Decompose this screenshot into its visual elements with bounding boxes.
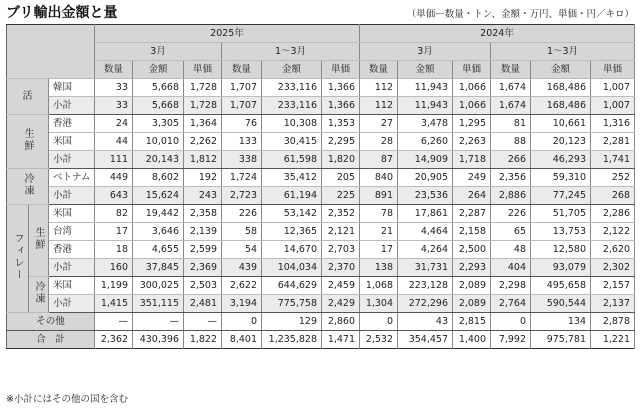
row-label: 香港 (49, 115, 95, 133)
table-cell: 1,471 (322, 331, 360, 349)
table-cell: 61,598 (262, 151, 322, 169)
row-label: 香港 (49, 241, 95, 259)
table-cell: 11,943 (398, 79, 453, 97)
row-label: 米国 (49, 205, 95, 223)
page-title: ブリ輸出金額と量 (6, 5, 118, 21)
table-cell: 10,308 (262, 115, 322, 133)
group-label-fillet-reito: 冷凍 (29, 277, 49, 313)
table-cell: 1,812 (184, 151, 222, 169)
table-cell: 226 (491, 205, 531, 223)
table-cell: 14,909 (398, 151, 453, 169)
table-cell: 2,622 (222, 277, 262, 295)
table-cell: 300,025 (133, 277, 184, 295)
group-label-katsu: 活 (7, 79, 49, 115)
table-cell: 1,235,828 (262, 331, 322, 349)
row-label: 米国 (49, 277, 95, 295)
table-cell: 430,396 (133, 331, 184, 349)
header-period: 3月 (360, 43, 491, 61)
header-corner (7, 25, 95, 79)
table-row (7, 97, 635, 115)
table-cell: 1,007 (591, 79, 635, 97)
table-cell: 27 (360, 115, 398, 133)
table-cell: 82 (95, 205, 133, 223)
table-cell: 7,992 (491, 331, 531, 349)
table-cell: 2,293 (453, 259, 491, 277)
table-cell: 2,352 (322, 205, 360, 223)
table-cell: 48 (491, 241, 531, 259)
table-cell: 1,353 (322, 115, 360, 133)
table-cell: 226 (222, 205, 262, 223)
table-cell: 10,010 (133, 133, 184, 151)
table-cell: 223,128 (398, 277, 453, 295)
row-label: 韓国 (49, 79, 95, 97)
table-cell: 2,121 (322, 223, 360, 241)
table-cell: 2,287 (453, 205, 491, 223)
group-label-fillet: フィレー (7, 205, 29, 313)
table-cell: 1,066 (453, 79, 491, 97)
row-label: 小計 (49, 259, 95, 277)
table-cell: 775,758 (262, 295, 322, 313)
table-cell: 252 (591, 169, 635, 187)
table-row (7, 295, 635, 313)
table-cell: 35,412 (262, 169, 322, 187)
export-table (6, 24, 635, 349)
table-cell: 439 (222, 259, 262, 277)
table-cell: 2,281 (591, 133, 635, 151)
footnote: ※小計にはその他の国を含む (6, 394, 128, 405)
table-cell: 233,116 (262, 79, 322, 97)
table-cell: 5,668 (133, 97, 184, 115)
table-cell: 1,718 (453, 151, 491, 169)
table-cell: 0 (222, 313, 262, 331)
table-cell: 3,478 (398, 115, 453, 133)
table-cell: 65 (491, 223, 531, 241)
table-row (7, 223, 635, 241)
table-cell: 2,122 (591, 223, 635, 241)
table-cell: 4,264 (398, 241, 453, 259)
table-cell: 44 (95, 133, 133, 151)
table-cell: 1,007 (591, 97, 635, 115)
table-cell: 160 (95, 259, 133, 277)
header-period: 1～3月 (491, 43, 635, 61)
table-cell: 891 (360, 187, 398, 205)
table-cell: 268 (591, 187, 635, 205)
table-cell: 20,143 (133, 151, 184, 169)
table-cell: 19,442 (133, 205, 184, 223)
row-label: 小計 (49, 151, 95, 169)
header-col: 単価 (591, 61, 635, 79)
table-row (7, 259, 635, 277)
table-cell: 2,878 (591, 313, 635, 331)
table-cell: 104,034 (262, 259, 322, 277)
table-cell: 4,464 (398, 223, 453, 241)
row-label: 小計 (49, 187, 95, 205)
table-cell: 1,415 (95, 295, 133, 313)
table-cell: 1,400 (453, 331, 491, 349)
table-cell: 2,356 (491, 169, 531, 187)
table-row (7, 241, 635, 259)
table-cell: 2,500 (453, 241, 491, 259)
table-cell: 2,286 (591, 205, 635, 223)
table-row (7, 169, 635, 187)
header-year: 2025年 (95, 25, 360, 43)
table-cell: 2,886 (491, 187, 531, 205)
row-label: 小計 (49, 97, 95, 115)
table-cell: 8,401 (222, 331, 262, 349)
header-col: 単価 (184, 61, 222, 79)
row-label-total: 合 計 (7, 331, 95, 349)
table-cell: 54 (222, 241, 262, 259)
header-period: 3月 (95, 43, 222, 61)
table-cell: 87 (360, 151, 398, 169)
table-cell: 351,115 (133, 295, 184, 313)
table-cell: 37,845 (133, 259, 184, 277)
table-cell: 2,157 (591, 277, 635, 295)
table-cell: 20,905 (398, 169, 453, 187)
table-cell: 17,861 (398, 205, 453, 223)
table-row (7, 79, 635, 97)
table-cell: 12,365 (262, 223, 322, 241)
table-cell: 249 (453, 169, 491, 187)
table-cell: 15,624 (133, 187, 184, 205)
table-cell: — (95, 313, 133, 331)
table-cell: 643 (95, 187, 133, 205)
table-cell: 59,310 (531, 169, 591, 187)
table-cell: 2,599 (184, 241, 222, 259)
table-cell: 1,366 (322, 97, 360, 115)
table-cell: 840 (360, 169, 398, 187)
table-cell: — (133, 313, 184, 331)
table-cell: 33 (95, 79, 133, 97)
table-cell: 1,366 (322, 79, 360, 97)
table-cell: 129 (262, 313, 322, 331)
table-cell: 33 (95, 97, 133, 115)
table-cell: 404 (491, 259, 531, 277)
table-cell: 53,142 (262, 205, 322, 223)
table-cell: 138 (360, 259, 398, 277)
header-period: 1～3月 (222, 43, 360, 61)
table-cell: 272,296 (398, 295, 453, 313)
table-cell: 18 (95, 241, 133, 259)
table-cell: — (184, 313, 222, 331)
table-cell: 2,815 (453, 313, 491, 331)
group-label-reito: 冷凍 (7, 169, 49, 205)
table-cell: 354,457 (398, 331, 453, 349)
header-col: 数量 (360, 61, 398, 79)
table-cell: 975,781 (531, 331, 591, 349)
table-cell: 2,370 (322, 259, 360, 277)
table-cell: 0 (360, 313, 398, 331)
row-label: 小計 (49, 295, 95, 313)
table-cell: 3,305 (133, 115, 184, 133)
row-label: 台湾 (49, 223, 95, 241)
table-cell: 76 (222, 115, 262, 133)
table-cell: 21 (360, 223, 398, 241)
table-cell: 2,369 (184, 259, 222, 277)
table-cell: 2,503 (184, 277, 222, 295)
table-cell: 1,199 (95, 277, 133, 295)
table-cell: 1,707 (222, 97, 262, 115)
table-cell: 17 (360, 241, 398, 259)
table-cell: 1,674 (491, 79, 531, 97)
table-cell: 2,764 (491, 295, 531, 313)
table-cell: 0 (491, 313, 531, 331)
table-cell: 46,293 (531, 151, 591, 169)
table-cell: 12,580 (531, 241, 591, 259)
table-cell: 13,753 (531, 223, 591, 241)
table-cell: 14,670 (262, 241, 322, 259)
table-cell: 1,724 (222, 169, 262, 187)
header-year: 2024年 (360, 25, 635, 43)
table-cell: 2,089 (453, 295, 491, 313)
table-row-other (7, 313, 635, 331)
table-cell: 590,544 (531, 295, 591, 313)
table-cell: 233,116 (262, 97, 322, 115)
header-col: 金額 (133, 61, 184, 79)
table-cell: 243 (184, 187, 222, 205)
table-cell: 1,741 (591, 151, 635, 169)
table-cell: 264 (453, 187, 491, 205)
table-cell: 192 (184, 169, 222, 187)
table-cell: 2,302 (591, 259, 635, 277)
table-cell: 24 (95, 115, 133, 133)
table-cell: 4,655 (133, 241, 184, 259)
table-cell: 17 (95, 223, 133, 241)
table-cell: 1,364 (184, 115, 222, 133)
table-cell: 1,221 (591, 331, 635, 349)
table-cell: 225 (322, 187, 360, 205)
table-cell: 78 (360, 205, 398, 223)
table-cell: 2,263 (453, 133, 491, 151)
table-cell: 2,295 (322, 133, 360, 151)
table-cell: 93,079 (531, 259, 591, 277)
header-col: 数量 (95, 61, 133, 79)
table-cell: 3,194 (222, 295, 262, 313)
table-row (7, 133, 635, 151)
table-cell: 2,362 (95, 331, 133, 349)
table-cell: 266 (491, 151, 531, 169)
table-cell: 112 (360, 97, 398, 115)
table-cell: 43 (398, 313, 453, 331)
table-cell: 61,194 (262, 187, 322, 205)
header-col: 単価 (322, 61, 360, 79)
table-cell: 2,137 (591, 295, 635, 313)
table-cell: 5,668 (133, 79, 184, 97)
table-cell: 88 (491, 133, 531, 151)
table-cell: 58 (222, 223, 262, 241)
table-cell: 2,262 (184, 133, 222, 151)
table-cell: 1,674 (491, 97, 531, 115)
table-cell: 205 (322, 169, 360, 187)
header-col: 数量 (491, 61, 531, 79)
table-cell: 2,139 (184, 223, 222, 241)
header-row-years (7, 25, 635, 43)
header-col: 金額 (262, 61, 322, 79)
table-cell: 168,486 (531, 79, 591, 97)
table-cell: 644,629 (262, 277, 322, 295)
table-cell: 1,304 (360, 295, 398, 313)
row-label: ベトナム (49, 169, 95, 187)
table-cell: 1,820 (322, 151, 360, 169)
table-cell: 2,620 (591, 241, 635, 259)
table-cell: 2,860 (322, 313, 360, 331)
table-cell: 2,089 (453, 277, 491, 295)
table-cell: 1,728 (184, 79, 222, 97)
table-row (7, 187, 635, 205)
table-cell: 2,298 (491, 277, 531, 295)
table-cell: 1,316 (591, 115, 635, 133)
table-cell: 1,707 (222, 79, 262, 97)
table-cell: 2,158 (453, 223, 491, 241)
header-col: 数量 (222, 61, 262, 79)
table-row (7, 115, 635, 133)
table-cell: 30,415 (262, 133, 322, 151)
table-cell: 51,705 (531, 205, 591, 223)
table-cell: 112 (360, 79, 398, 97)
table-cell: 1,822 (184, 331, 222, 349)
table-cell: 10,661 (531, 115, 591, 133)
group-label-fillet-nama: 生鮮 (29, 205, 49, 277)
table-cell: 31,731 (398, 259, 453, 277)
table-cell: 134 (531, 313, 591, 331)
table-cell: 2,459 (322, 277, 360, 295)
table-cell: 1,295 (453, 115, 491, 133)
header-row-cols (7, 61, 635, 79)
header-col: 金額 (531, 61, 591, 79)
table-cell: 2,703 (322, 241, 360, 259)
table-cell: 111 (95, 151, 133, 169)
table-cell: 11,943 (398, 97, 453, 115)
table-cell: 133 (222, 133, 262, 151)
unit-note: （単価ー数量・トン、金額・万円、単価・円／キロ） (406, 9, 634, 20)
table-cell: 23,536 (398, 187, 453, 205)
table-row (7, 151, 635, 169)
table-cell: 6,260 (398, 133, 453, 151)
table-cell: 77,245 (531, 187, 591, 205)
row-label-other: その他 (7, 313, 95, 331)
row-label: 米国 (49, 133, 95, 151)
table-cell: 8,602 (133, 169, 184, 187)
table-cell: 449 (95, 169, 133, 187)
table-row (7, 277, 635, 295)
table-row-total (7, 331, 635, 349)
group-label-nama: 生鮮 (7, 115, 49, 169)
table-cell: 338 (222, 151, 262, 169)
table-cell: 20,123 (531, 133, 591, 151)
table-cell: 495,658 (531, 277, 591, 295)
table-cell: 1,066 (453, 97, 491, 115)
table-cell: 2,723 (222, 187, 262, 205)
table-cell: 168,486 (531, 97, 591, 115)
table-cell: 28 (360, 133, 398, 151)
table-cell: 1,068 (360, 277, 398, 295)
table-cell: 2,481 (184, 295, 222, 313)
table-cell: 3,646 (133, 223, 184, 241)
header-col: 単価 (453, 61, 491, 79)
table-cell: 2,429 (322, 295, 360, 313)
table-cell: 1,728 (184, 97, 222, 115)
table-cell: 81 (491, 115, 531, 133)
header-row-periods (7, 43, 635, 61)
header-col: 金額 (398, 61, 453, 79)
table-row (7, 205, 635, 223)
table-cell: 2,358 (184, 205, 222, 223)
table-cell: 2,532 (360, 331, 398, 349)
